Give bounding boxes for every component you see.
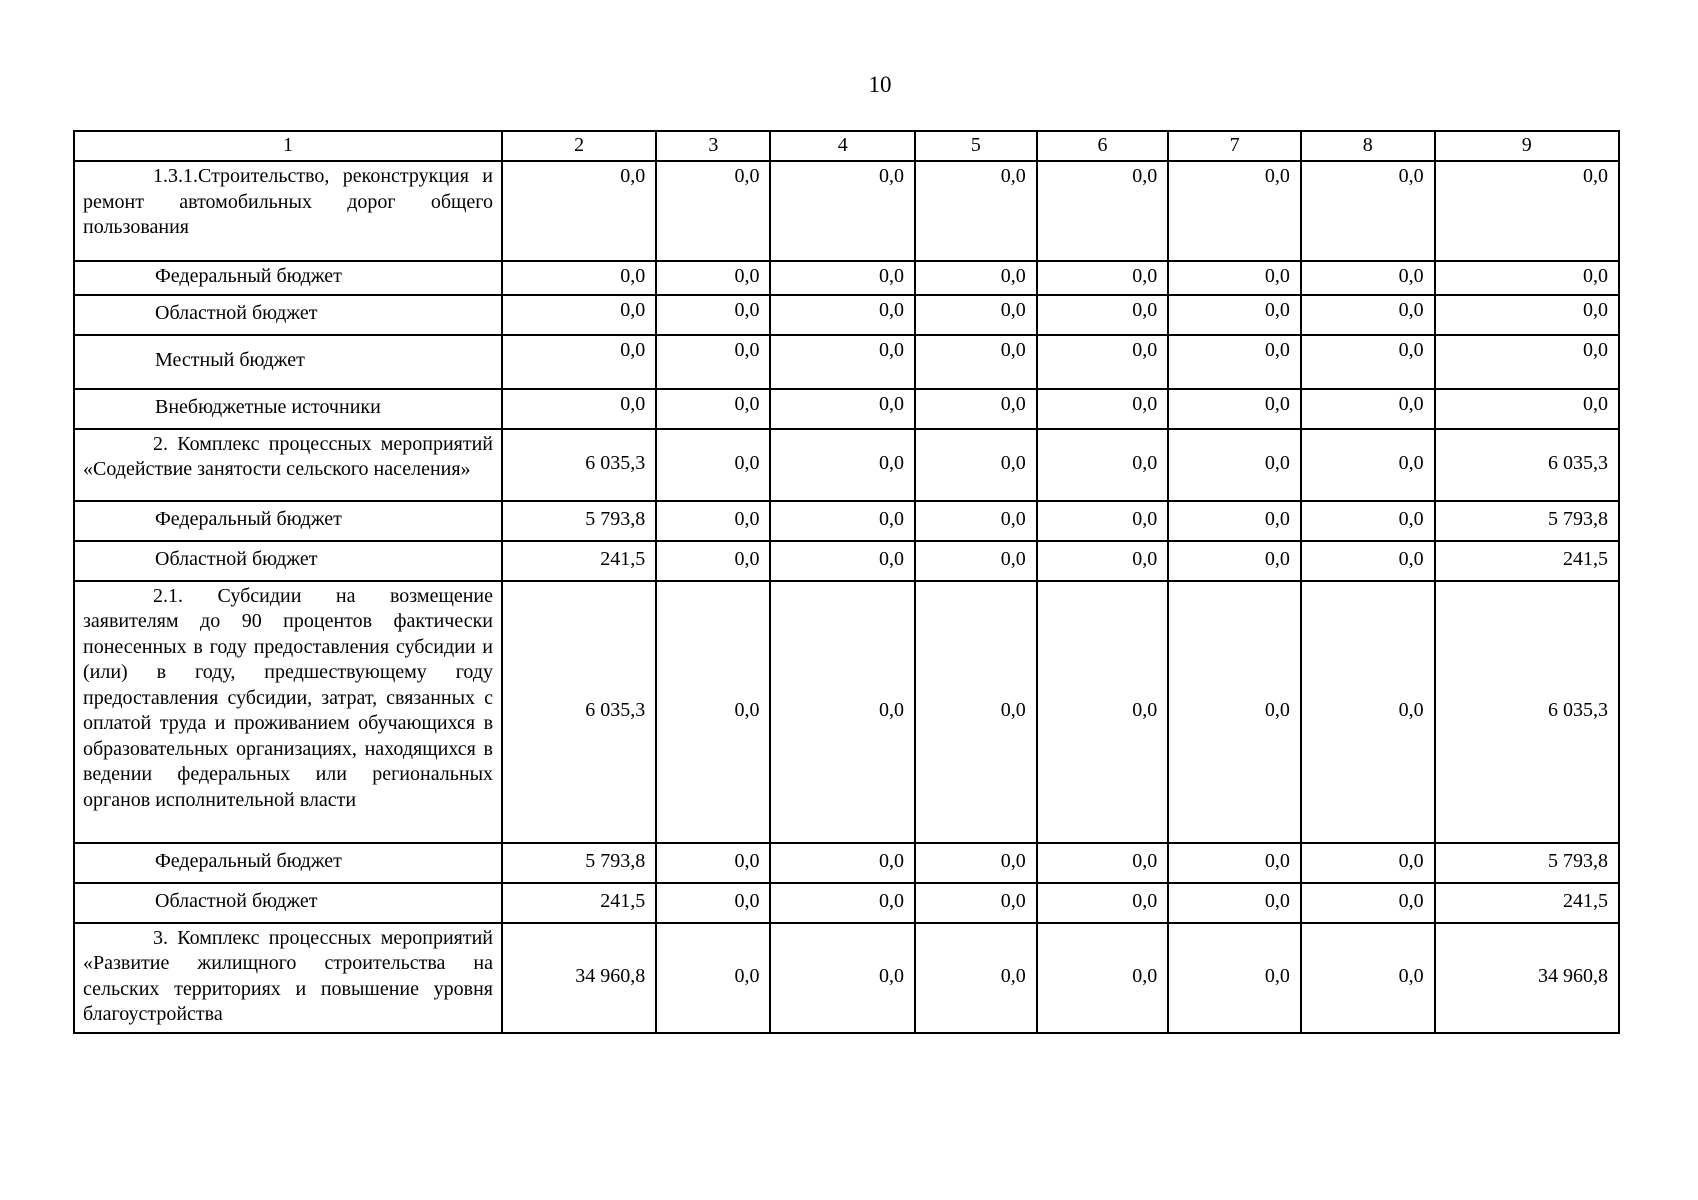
value-cell: 0,0 xyxy=(770,295,914,335)
value-cell: 0,0 xyxy=(656,843,770,883)
value-cell: 0,0 xyxy=(770,161,914,261)
value-cell: 6 035,3 xyxy=(502,429,656,501)
budget-table xyxy=(73,130,1620,1034)
value-cell: 6 035,3 xyxy=(502,581,656,843)
value-cell: 0,0 xyxy=(915,541,1037,581)
value-cell: 0,0 xyxy=(770,335,914,389)
value-cell: 0,0 xyxy=(656,335,770,389)
value-cell: 0,0 xyxy=(770,581,914,843)
value-cell: 0,0 xyxy=(1037,883,1169,923)
page-number: 10 xyxy=(868,72,892,97)
value-cell: 0,0 xyxy=(1168,501,1301,541)
value-cell: 0,0 xyxy=(656,923,770,1033)
row-label: 2. Комплекс процессных мероприятий «Содействие занятости сельского населения» xyxy=(74,429,502,501)
value-cell: 0,0 xyxy=(1168,295,1301,335)
value-cell: 0,0 xyxy=(915,161,1037,261)
value-cell: 0,0 xyxy=(1037,581,1169,843)
column-header-row xyxy=(74,131,1619,161)
value-cell: 0,0 xyxy=(1301,335,1435,389)
table-body xyxy=(74,131,1619,1033)
value-cell: 0,0 xyxy=(656,541,770,581)
value-cell: 5 793,8 xyxy=(1435,501,1619,541)
value-cell: 241,5 xyxy=(1435,883,1619,923)
column-header: 7 xyxy=(1168,131,1301,161)
value-cell: 0,0 xyxy=(1435,295,1619,335)
value-cell: 0,0 xyxy=(915,261,1037,295)
table-row xyxy=(74,389,1619,429)
column-header: 3 xyxy=(656,131,770,161)
value-cell: 0,0 xyxy=(915,389,1037,429)
value-cell: 0,0 xyxy=(915,923,1037,1033)
table-row xyxy=(74,429,1619,501)
row-label: Федеральный бюджет xyxy=(74,843,502,883)
value-cell: 0,0 xyxy=(915,501,1037,541)
value-cell: 0,0 xyxy=(1435,335,1619,389)
value-cell: 0,0 xyxy=(1301,429,1435,501)
table-row xyxy=(74,501,1619,541)
value-cell: 5 793,8 xyxy=(502,501,656,541)
value-cell: 0,0 xyxy=(502,161,656,261)
value-cell: 241,5 xyxy=(502,883,656,923)
value-cell: 0,0 xyxy=(915,335,1037,389)
value-cell: 0,0 xyxy=(1168,161,1301,261)
table-row xyxy=(74,261,1619,295)
value-cell: 0,0 xyxy=(770,883,914,923)
row-label: Федеральный бюджет xyxy=(74,261,502,295)
value-cell: 0,0 xyxy=(1301,541,1435,581)
value-cell: 0,0 xyxy=(1168,335,1301,389)
value-cell: 0,0 xyxy=(1168,581,1301,843)
value-cell: 0,0 xyxy=(1435,261,1619,295)
value-cell: 0,0 xyxy=(915,883,1037,923)
value-cell: 0,0 xyxy=(1168,429,1301,501)
value-cell: 0,0 xyxy=(1301,883,1435,923)
value-cell: 0,0 xyxy=(1037,541,1169,581)
value-cell: 0,0 xyxy=(1168,389,1301,429)
value-cell: 0,0 xyxy=(1301,581,1435,843)
column-header: 6 xyxy=(1037,131,1169,161)
value-cell: 0,0 xyxy=(1168,541,1301,581)
value-cell: 241,5 xyxy=(502,541,656,581)
value-cell: 0,0 xyxy=(915,843,1037,883)
column-header: 9 xyxy=(1435,131,1619,161)
value-cell: 0,0 xyxy=(656,295,770,335)
value-cell: 5 793,8 xyxy=(1435,843,1619,883)
value-cell: 0,0 xyxy=(502,295,656,335)
value-cell: 0,0 xyxy=(915,581,1037,843)
value-cell: 0,0 xyxy=(1301,501,1435,541)
value-cell: 0,0 xyxy=(915,429,1037,501)
value-cell: 0,0 xyxy=(1037,923,1169,1033)
value-cell: 0,0 xyxy=(1037,389,1169,429)
value-cell: 0,0 xyxy=(770,843,914,883)
value-cell: 0,0 xyxy=(770,501,914,541)
value-cell: 0,0 xyxy=(656,261,770,295)
value-cell: 0,0 xyxy=(770,923,914,1033)
value-cell: 6 035,3 xyxy=(1435,429,1619,501)
row-label: Местный бюджет xyxy=(74,335,502,389)
value-cell: 0,0 xyxy=(1301,923,1435,1033)
column-header: 2 xyxy=(502,131,656,161)
value-cell: 0,0 xyxy=(1301,161,1435,261)
column-header: 5 xyxy=(915,131,1037,161)
table-row xyxy=(74,295,1619,335)
value-cell: 0,0 xyxy=(1037,161,1169,261)
value-cell: 0,0 xyxy=(1301,261,1435,295)
value-cell: 6 035,3 xyxy=(1435,581,1619,843)
value-cell: 0,0 xyxy=(1037,843,1169,883)
value-cell: 0,0 xyxy=(502,335,656,389)
column-header: 4 xyxy=(770,131,914,161)
value-cell: 0,0 xyxy=(1168,923,1301,1033)
value-cell: 0,0 xyxy=(1435,389,1619,429)
table-row xyxy=(74,161,1619,261)
row-label: Областной бюджет xyxy=(74,883,502,923)
column-header: 1 xyxy=(74,131,502,161)
value-cell: 5 793,8 xyxy=(502,843,656,883)
value-cell: 0,0 xyxy=(1037,429,1169,501)
row-label: Областной бюджет xyxy=(74,541,502,581)
value-cell: 0,0 xyxy=(1037,295,1169,335)
value-cell: 0,0 xyxy=(770,429,914,501)
value-cell: 0,0 xyxy=(656,501,770,541)
table-row xyxy=(74,843,1619,883)
value-cell: 34 960,8 xyxy=(502,923,656,1033)
row-label: Федеральный бюджет xyxy=(74,501,502,541)
value-cell: 0,0 xyxy=(1168,261,1301,295)
table-row xyxy=(74,335,1619,389)
row-label: Областной бюджет xyxy=(74,295,502,335)
value-cell: 0,0 xyxy=(1037,261,1169,295)
value-cell: 0,0 xyxy=(1301,389,1435,429)
value-cell: 0,0 xyxy=(1037,335,1169,389)
value-cell: 0,0 xyxy=(502,389,656,429)
row-label: 3. Комплекс процессных мероприятий «Развитие жилищного строительства на сельских территориях и повышение уровня благоустройства xyxy=(74,923,502,1033)
value-cell: 0,0 xyxy=(656,389,770,429)
row-label: Внебюджетные источники xyxy=(74,389,502,429)
table-row xyxy=(74,581,1619,843)
value-cell: 0,0 xyxy=(656,161,770,261)
table-row xyxy=(74,923,1619,1033)
value-cell: 0,0 xyxy=(1168,843,1301,883)
value-cell: 0,0 xyxy=(656,883,770,923)
value-cell: 241,5 xyxy=(1435,541,1619,581)
value-cell: 0,0 xyxy=(656,581,770,843)
row-label: 1.3.1.Строительство, реконструкция и ремонт автомобильных дорог общего пользования xyxy=(74,161,502,261)
row-label: 2.1. Субсидии на возмещение заявителям до 90 процентов фактически понесенных в году предоставления субсидии и (или) в году, предшествующему году предоставления субсидии, затрат, связанных с оплатой труда и проживанием обучающихся в образовательных организациях, находящихся в ведении федеральных или региональных органов исполнительной власти xyxy=(74,581,502,843)
value-cell: 0,0 xyxy=(1037,501,1169,541)
column-header: 8 xyxy=(1301,131,1435,161)
table-row xyxy=(74,883,1619,923)
value-cell: 0,0 xyxy=(1435,161,1619,261)
value-cell: 0,0 xyxy=(915,295,1037,335)
value-cell: 0,0 xyxy=(1168,883,1301,923)
value-cell: 0,0 xyxy=(770,261,914,295)
value-cell: 0,0 xyxy=(656,429,770,501)
value-cell: 0,0 xyxy=(770,389,914,429)
value-cell: 34 960,8 xyxy=(1435,923,1619,1033)
value-cell: 0,0 xyxy=(502,261,656,295)
table-row xyxy=(74,541,1619,581)
value-cell: 0,0 xyxy=(1301,843,1435,883)
value-cell: 0,0 xyxy=(770,541,914,581)
value-cell: 0,0 xyxy=(1301,295,1435,335)
